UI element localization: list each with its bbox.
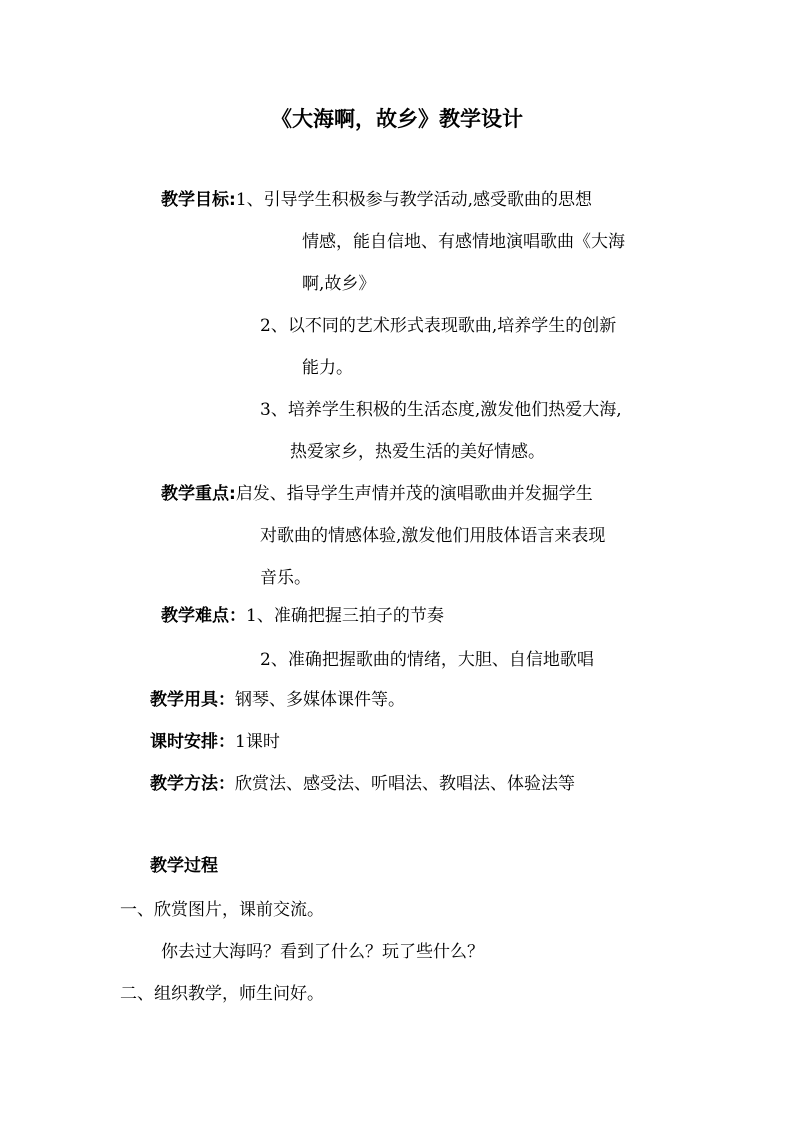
methods-colon: ： [218,774,235,794]
objectives-item2-line1: 2、以不同的艺术形式表现歌曲,培养学生的创新 [260,316,617,336]
objectives-label: 教学目标 [161,190,229,210]
methods-label: 教学方法 [150,774,218,794]
process-step1: 一、欣赏图片，课前交流。 [120,900,324,920]
key-points-line3: 音乐。 [260,568,311,588]
schedule-row [150,730,280,754]
tools-label: 教学用具 [150,690,218,710]
schedule-label: 课时安排 [150,732,218,752]
objectives-row [161,188,592,212]
process-heading: 教学过程 [150,856,218,876]
key-points-line1: 启发、指导学生声情并茂的演唱歌曲并发掘学生 [235,484,593,504]
objectives-item2-line2: 能力。 [302,358,353,378]
difficulties-colon: ： [229,606,246,626]
objectives-item1-line2: 情感，能自信地、有感情地演唱歌曲《大海 [302,232,625,252]
objectives-item1-line3: 啊,故乡》 [302,274,376,294]
objectives-item3-line2: 热爱家乡，热爱生活的美好情感。 [290,442,545,462]
objectives-item1-line1: 1、引导学生积极参与教学活动,感受歌曲的思想 [235,190,593,210]
schedule-text: 1课时 [235,732,280,752]
key-points-line2: 对歌曲的情感体验,激发他们用肢体语言来表现 [260,526,606,546]
methods-text: 欣赏法、感受法、听唱法、教唱法、体验法等 [235,774,575,794]
objectives-item3-line1: 3、培养学生积极的生活态度,激发他们热爱大海, [260,400,622,420]
schedule-colon: ： [218,732,235,752]
difficulties-item2: 2、准确把握歌曲的情绪，大胆、自信地歌唱 [260,650,594,670]
methods-row [150,772,575,796]
key-points-label: 教学重点 [161,484,229,504]
objectives-colon: : [229,190,236,210]
key-points-row [161,482,593,506]
tools-row [150,688,405,712]
tools-colon: ： [218,690,235,710]
document-title: 《大海啊，故乡》教学设计 [271,107,523,131]
difficulties-label: 教学难点 [161,606,229,626]
process-step2: 二、组织教学，师生问好。 [120,984,324,1004]
key-points-colon: : [229,484,236,504]
process-step1-question: 你去过大海吗？看到了什么？玩了些什么？ [161,942,484,962]
difficulties-item1: 1、准确把握三拍子的节奏 [246,606,444,626]
difficulties-row [161,604,444,628]
tools-text: 钢琴、多媒体课件等。 [235,690,405,710]
